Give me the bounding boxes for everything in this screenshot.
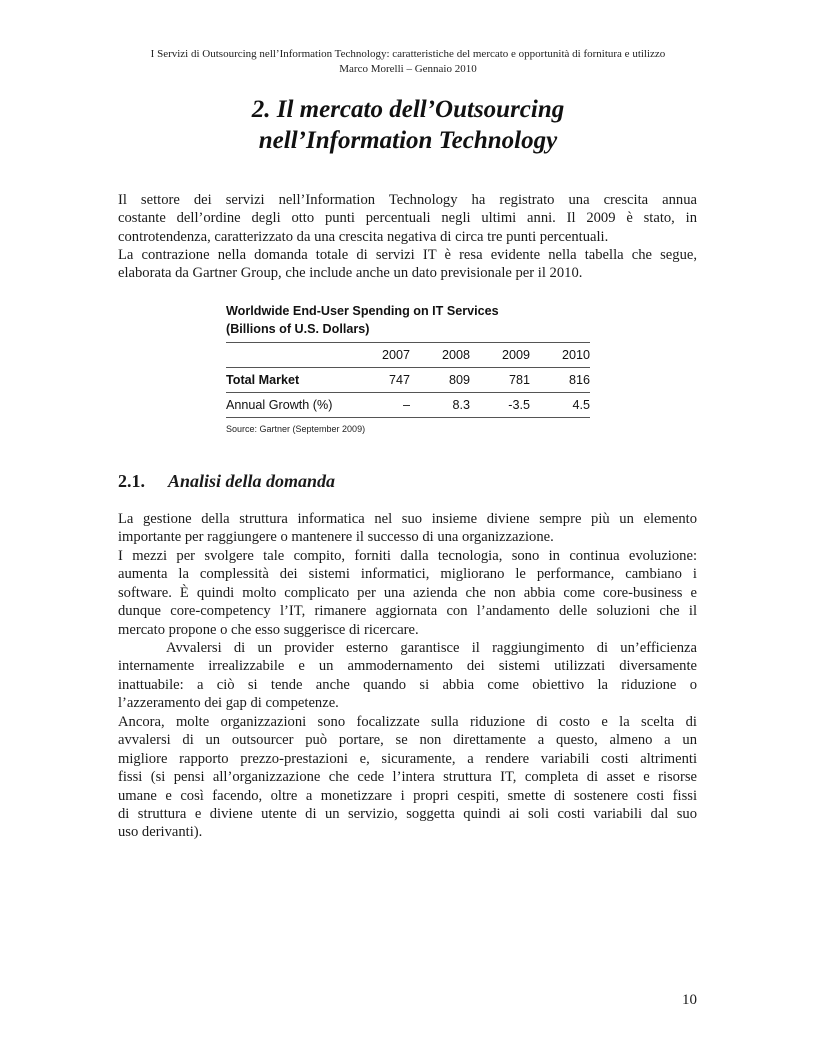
- body-paragraph-4: [118, 713, 697, 842]
- table-row-label: Total Market: [226, 373, 300, 387]
- section-number: 2.1.: [118, 471, 145, 491]
- text-line: La contrazione nella domanda totale di servizi IT è resa evidente nella tabella che segue,: [118, 247, 697, 263]
- table-row-label: Annual Growth (%): [226, 398, 333, 412]
- body-paragraph-1: [118, 510, 697, 547]
- table-cell: –: [402, 398, 410, 412]
- chapter-title-line-2: nell’Information Technology: [258, 127, 558, 154]
- table-cell: 8.3: [452, 398, 470, 412]
- chapter-title: [120, 94, 696, 156]
- text-line: controtendenza, caratterizzato da una crescita negativa di circa tre punti percentuali.: [118, 228, 609, 245]
- intro-paragraph-2: [118, 246, 697, 283]
- running-header: [100, 47, 716, 77]
- table-cell: 747: [388, 373, 410, 387]
- body-paragraph-3: [118, 639, 697, 713]
- text-line: I mezzi per svolgere tale compito, forniti dalla tecnologia, sono in continua evoluzione:: [118, 548, 697, 564]
- table-title-line-1: Worldwide End-User Spending on IT Services: [226, 304, 499, 318]
- text-line: Avvalersi di un provider esterno garantisce il raggiungimento di un’efficienza: [166, 640, 697, 656]
- table-header-year: 2010: [561, 348, 590, 362]
- table-header-year: 2007: [381, 348, 410, 362]
- section-title: Analisi della domanda: [168, 471, 336, 491]
- running-header-author: Marco Morelli – Gennaio 2010: [339, 63, 477, 75]
- table-header-row: [226, 343, 590, 367]
- text-line: internamente irrealizzabile e un ammodernamento dei sistemi utilizzati diversamente: [118, 658, 697, 675]
- table-title-line-2: (Billions of U.S. Dollars): [226, 322, 370, 336]
- table-source: Source: Gartner (September 2009): [226, 424, 366, 434]
- text-line: uso derivanti).: [118, 824, 203, 841]
- text-line: Il settore dei servizi nell’Information Technology ha registrato una crescita annua: [118, 192, 697, 208]
- text-line: Ancora, molte organizzazioni sono focalizzate sulla riduzione di costo e la scelta di: [118, 714, 697, 730]
- section-heading: [118, 469, 335, 493]
- table-header-year: 2008: [441, 348, 470, 362]
- text-line: fissi (si pensi all’organizzazione che cede l’intera struttura IT, completa di asset e risorse: [118, 769, 697, 786]
- text-line: migliore rapporto prezzo-prestazioni e, sicuramente, a rendere variabili costi altrimenti: [118, 750, 697, 767]
- text-line: software. È quindi molto complicato per una azienda che non abbia come core-business e: [118, 584, 697, 601]
- text-line: dunque core-competency l’IT, rimanere aggiornata con l’andamento delle soluzioni che il: [118, 603, 697, 620]
- text-line: avvalersi di un outsourcer può portare, se non direttamente a questo, almeno a un: [118, 732, 697, 749]
- table-cell: 4.5: [572, 398, 590, 412]
- text-line: l’azzeramento dei gap di competenze.: [118, 695, 339, 712]
- text-line: di struttura e diviene utente di un servizio, soggetta quindi ai soli costi variabili dal suo: [118, 806, 697, 823]
- table-cell: 816: [568, 373, 590, 387]
- table-cell: -3.5: [508, 398, 530, 412]
- text-line: inattuabile: a ciò si tende anche quando si abbia come obiettivo la riduzione o: [118, 676, 697, 693]
- table-row: [226, 368, 590, 392]
- chapter-title-line-1: 2. Il mercato dell’Outsourcing: [251, 96, 565, 123]
- table-cell: 809: [448, 373, 470, 387]
- text-line: La gestione della struttura informatica nel suo insieme diviene sempre più un elemento: [118, 511, 697, 527]
- text-line: mercato propone o che esso suggerisce di ricercare.: [118, 621, 419, 638]
- table-rule: [226, 417, 590, 418]
- intro-paragraph-1: [118, 191, 697, 246]
- page-number: 10: [682, 992, 697, 1008]
- table-header-year: 2009: [501, 348, 530, 362]
- text-line: costante dell’ordine degli otto punti percentuali negli ultimi anni. Il 2009 è stato, in: [118, 210, 697, 227]
- table-row: [226, 393, 590, 417]
- text-line: elaborata da Gartner Group, che include anche un dato previsionale per il 2010.: [118, 265, 583, 282]
- it-spending-table: [226, 302, 590, 434]
- table-cell: 781: [508, 373, 530, 387]
- body-paragraph-2: [118, 547, 697, 639]
- text-line: umane e così facendo, oltre a monetizzare i propri cespiti, smette di sostenere costi fissi: [118, 787, 697, 804]
- text-line: importante per raggiungere o mantenere il successo di una organizzazione.: [118, 529, 554, 546]
- text-line: aumenta la complessità dei sistemi informatici, migliorano le performance, cambiano i: [118, 566, 697, 583]
- running-header-title: I Servizi di Outsourcing nell’Information Technology: caratteristiche del mercato e opportunità di fornitura e utilizzo: [150, 48, 666, 60]
